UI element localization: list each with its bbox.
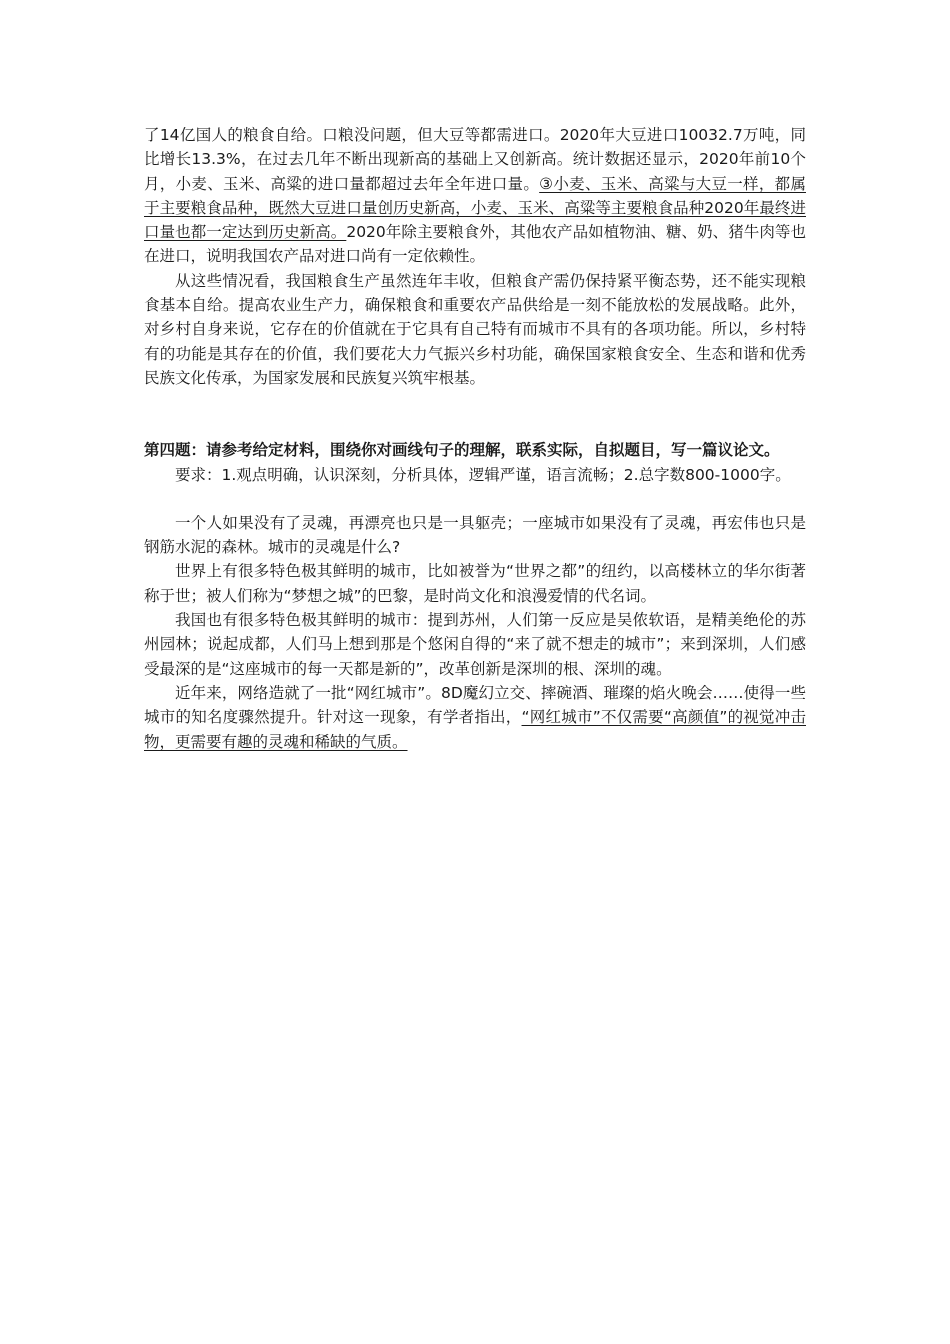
requirement-text: 要求：1.观点明确，认识深刻，分析具体，逻辑严谨，语言流畅；2.总字数800-1000字。: [175, 465, 791, 484]
underlined-key-sentence: “网红城市”不仅需要“高颜值”的视觉冲击物，更需要有趣的灵魂和稀缺的气质。: [144, 708, 806, 751]
paragraph-text: 2020年除主要粮食外，其他农产品如植物油、糖、奶、猪牛肉等也在进口，说明我国农产品对进口尚有一定依赖性。: [144, 223, 806, 266]
question-4-heading: 第四题：请参考给定材料，围绕你对画线句子的理解，联系实际，自拟题目，写一篇议论文。: [144, 441, 780, 460]
spacer: [144, 390, 806, 438]
material-paragraph-4: [144, 681, 806, 754]
material-paragraph-3: 我国也有很多特色极其鲜明的城市：提到苏州，人们第一反应是吴侬软语，是精美绝伦的苏州园林；说起成都，人们马上想到那是个悠闲自得的“来了就不想走的城市”；来到深圳，人们感受最深的是“这座城市的每一天都是新的”，改革创新是深圳的根、深圳的魂。: [144, 611, 806, 678]
paragraph-text: 近年来，网络造就了一批“网红城市”。8D魔幻立交、摔碗酒、璀璨的焰火晚会……使得一些城市的知名度骤然提升。针对这一现象，有学者指出，: [144, 683, 806, 727]
spacer: [144, 487, 806, 511]
section3-paragraph-1: [144, 123, 806, 269]
underlined-sentence-3: ③小麦、玉米、高粱与大豆一样，都属于主要粮食品种，既然大豆进口量创历史新高，小麦、玉米、高粱等主要粮食品种2020年最终进口量也都一定达到历史新高。: [144, 174, 806, 242]
section3-paragraph-2: 从这些情况看，我国粮食生产虽然连年丰收，但粮食产需仍保持紧平衡态势，还不能实现粮食基本自给。提高农业生产力，确保粮食和重要农产品供给是一刻不能放松的发展战略。此外，对乡村自身来说，它存在的价值就在于它具有自己特有而城市不具有的各项功能。所以，乡村特有的功能是其存在的价值，我们要花大力气振兴乡村功能，确保国家粮食安全、生态和谐和优秀民族文化传承，为国家发展和民族复兴筑牢根基。: [144, 271, 806, 387]
paragraph-text: 了14亿国人的粮食自给。口粮没问题，但大豆等都需进口。2020年大豆进口10032.7万吨，同比增长13.3%，在过去几年不断出现新高的基础上又创新高。统计数据还显示，2020年前10个月，小麦、玉米、高粱的进口量都超过去年全年进口量。: [144, 126, 806, 193]
material-paragraph-1: 一个人如果没有了灵魂，再漂亮也只是一具躯壳；一座城市如果没有了灵魂，再宏伟也只是钢筋水泥的森林。城市的灵魂是什么?: [144, 513, 806, 557]
material-paragraph-2: 世界上有很多特色极其鲜明的城市，比如被誉为“世界之都”的纽约，以高楼林立的华尔街著称于世；被人们称为“梦想之城”的巴黎，是时尚文化和浪漫爱情的代名词。: [144, 562, 806, 605]
document-page: [144, 123, 806, 754]
